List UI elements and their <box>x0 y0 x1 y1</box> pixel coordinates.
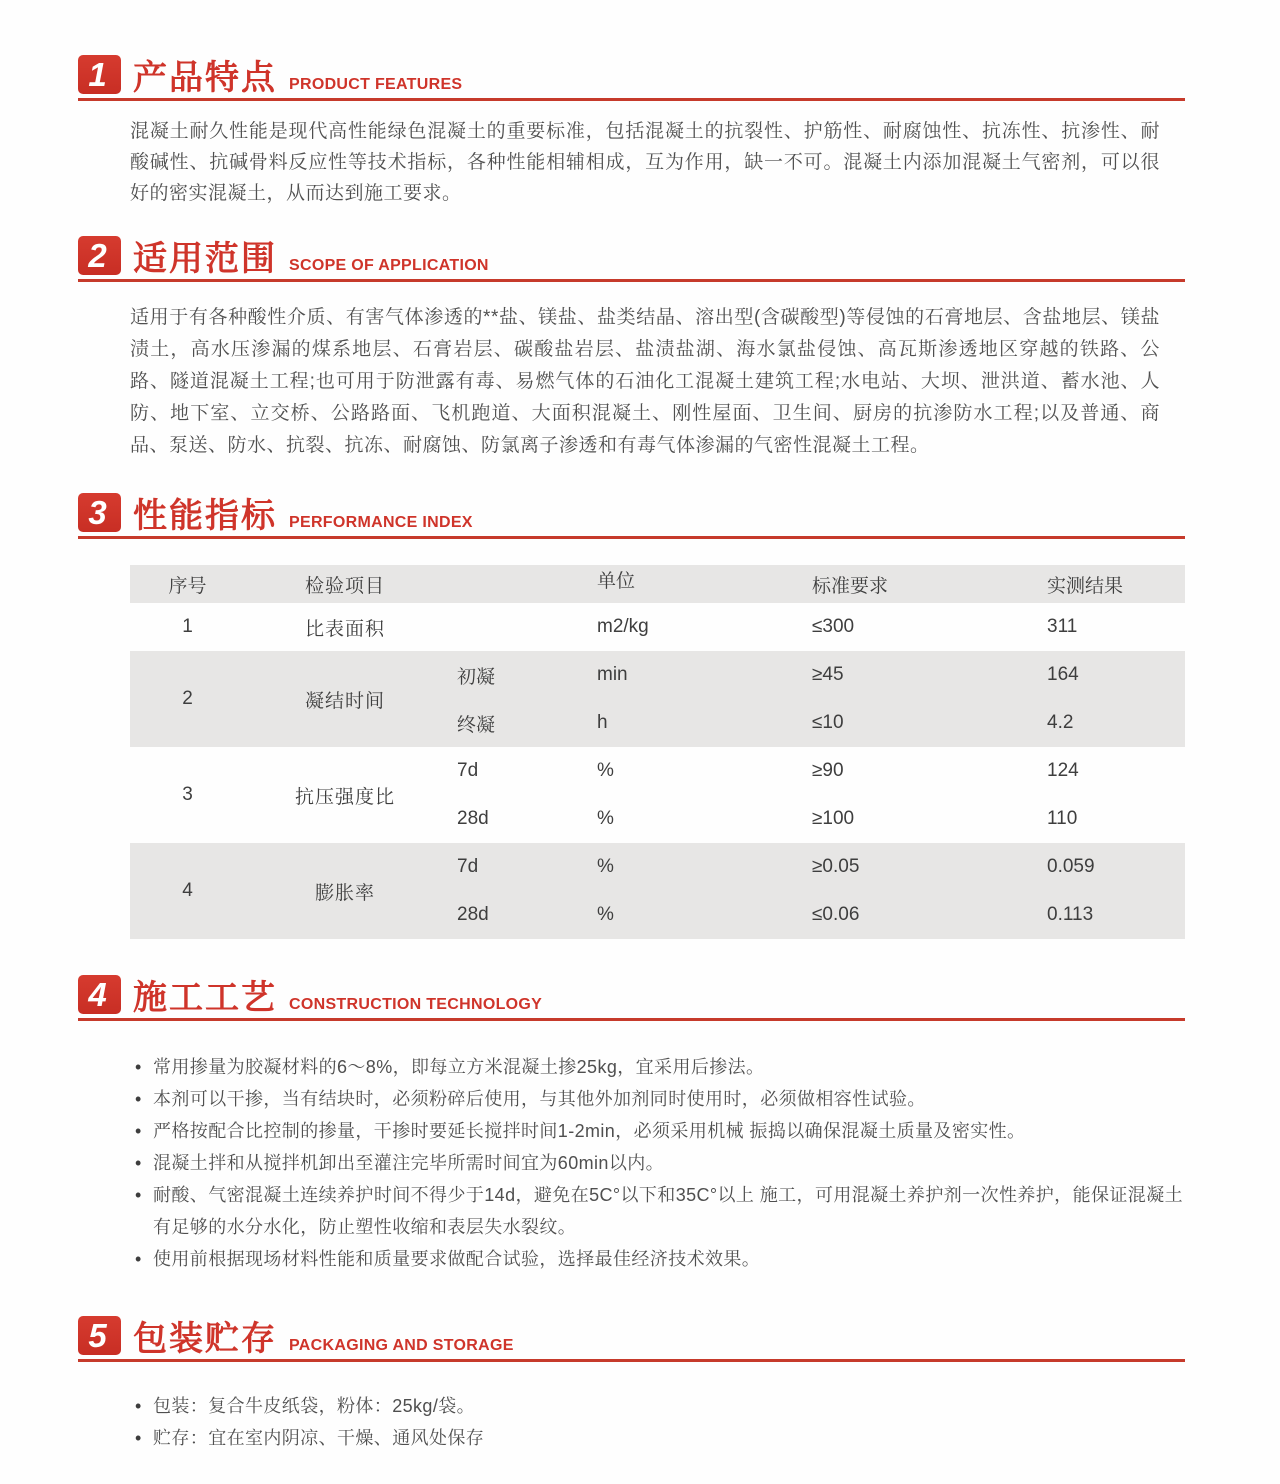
cell-item: 抗压强度比 <box>294 786 395 808</box>
section-number: 1 <box>88 56 107 93</box>
section-number: 4 <box>88 976 107 1013</box>
cell-unit: h <box>597 712 608 733</box>
section-number: 2 <box>88 237 107 274</box>
section-paragraph: 适用于有各种酸性介质、有害气体渗透的**盐、镁盐、盐类结晶、溶出型(含碳酸型)等侵蚀的石膏地层、含盐地层、镁盐渍土，高水压渗漏的煤系地层、石膏岩层、碳酸盐岩层、盐渍盐湖、海水氯盐侵蚀、高瓦斯渗透地区穿越的铁路、公路、隧道混凝土工程;也可用于防泄露有毒、易燃气体的石油化工混凝土建筑工程;水电站、大坝、泄洪道、蓄水池、人防、地下室、立交桥、公路路面、飞机跑道、大面积混凝土、刚性屋面、卫生间、厨房的抗渗防水工程;以及普通、商品、泵送、防水、抗裂、抗冻、耐腐蚀、防氯离子渗透和有毒气体渗漏的气密性混凝土工程。 <box>130 307 1160 456</box>
section-title-cn: 适用范围 <box>133 240 277 278</box>
table-row <box>130 603 1185 651</box>
packaging-bullet-list <box>133 1390 1183 1454</box>
cell-standard: ≥90 <box>812 760 844 781</box>
section-construction-technology <box>0 975 1280 1275</box>
section-title-en: PERFORMANCE INDEX <box>289 514 473 531</box>
section-title-en: PRODUCT FEATURES <box>289 76 463 93</box>
section-title-cn: 包装贮存 <box>133 1320 277 1358</box>
section-header <box>78 55 1185 101</box>
section-title-cn: 性能指标 <box>133 497 277 535</box>
cell-no: 3 <box>182 784 193 805</box>
section-number-badge <box>78 975 121 1014</box>
header-cell-item: 检验项目 <box>304 575 385 597</box>
cell-standard: ≤0.06 <box>812 904 860 925</box>
cell-result: 110 <box>1047 808 1078 829</box>
cell-unit: m2/kg <box>597 616 649 637</box>
section-paragraph: 混凝土耐久性能是现代高性能绿色混凝土的重要标准，包括混凝土的抗裂性、护筋性、耐腐蚀性、抗冻性、抗渗性、耐酸碱性、抗碱骨料反应性等技术指标，各种性能相辅相成，互为作用，缺一不可。混凝土内添加混凝土气密剂，可以很好的密实混凝土，从而达到施工要求。 <box>130 121 1160 204</box>
cell-sub: 7d <box>457 856 479 877</box>
bullet-item: • 混凝土拌和从搅拌机卸出至灌注完毕所需时间宜为60min以内。 <box>133 1147 1183 1179</box>
cell-item: 比表面积 <box>304 618 385 640</box>
cell-unit: % <box>597 760 614 781</box>
header-cell-unit: 单位 <box>597 570 636 592</box>
cell-result: 311 <box>1047 616 1078 637</box>
cell-no: 1 <box>182 616 193 637</box>
section-number: 5 <box>88 1317 107 1354</box>
cell-standard: ≥0.05 <box>812 856 860 877</box>
performance-table <box>130 565 1185 939</box>
table-row <box>130 651 1185 747</box>
construction-bullet-list <box>133 1051 1183 1275</box>
bullet-item: • 使用前根据现场材料性能和质量要求做配合试验，选择最佳经济技术效果。 <box>133 1243 1183 1275</box>
cell-unit: % <box>597 856 614 877</box>
table-row <box>130 747 1185 843</box>
section-number-badge <box>78 493 121 532</box>
bullet-item: • 常用掺量为胶凝材料的6～8%，即每立方米混凝土掺25kg，宜采用后掺法。 <box>133 1051 1183 1083</box>
section-product-features <box>0 55 1280 209</box>
section-performance-index <box>0 493 1280 939</box>
section-title-cn: 施工工艺 <box>133 979 277 1017</box>
bullet-item: • 严格按配合比控制的掺量，干掺时要延长搅拌时间1-2min，必须采用机械 振捣以确保混凝土质量及密实性。 <box>133 1115 1183 1147</box>
table-header-row <box>130 565 1185 603</box>
bullet-item: • 包装：复合牛皮纸袋，粉体：25kg/袋。 <box>133 1390 1183 1422</box>
header-cell-standard: 标准要求 <box>812 575 889 597</box>
cell-standard: ≥100 <box>812 808 855 829</box>
cell-result: 4.2 <box>1047 712 1074 733</box>
header-cell-result: 实测结果 <box>1047 575 1124 597</box>
cell-standard: ≤10 <box>812 712 844 733</box>
section-title-en: CONSTRUCTION TECHNOLOGY <box>289 996 543 1013</box>
cell-result: 124 <box>1047 760 1079 781</box>
section-title-cn: 产品特点 <box>133 59 277 97</box>
section-header <box>78 975 1185 1021</box>
section-packaging-storage <box>0 1316 1280 1454</box>
cell-result: 164 <box>1047 664 1079 685</box>
bullet-item: • 本剂可以干掺，当有结块时，必须粉碎后使用，与其他外加剂同时使用时，必须做相容性试验。 <box>133 1083 1183 1115</box>
cell-unit: min <box>597 664 628 685</box>
section-number-badge <box>78 1316 121 1355</box>
section-header <box>78 236 1185 282</box>
header-cell-no: 序号 <box>168 575 207 597</box>
cell-no: 2 <box>182 688 193 709</box>
cell-result: 0.113 <box>1047 904 1094 925</box>
cell-item: 膨胀率 <box>314 882 375 904</box>
cell-result: 0.059 <box>1047 856 1095 877</box>
section-number-badge <box>78 55 121 94</box>
cell-sub: 初凝 <box>457 666 496 688</box>
cell-no: 4 <box>182 880 193 901</box>
cell-standard: ≤300 <box>812 616 855 637</box>
cell-sub: 28d <box>457 904 489 925</box>
cell-item: 凝结时间 <box>304 690 385 712</box>
cell-sub: 28d <box>457 808 489 829</box>
section-number-badge <box>78 236 121 275</box>
cell-sub: 7d <box>457 760 479 781</box>
cell-unit: % <box>597 808 614 829</box>
bullet-item: • 耐酸、气密混凝土连续养护时间不得少于14d，避免在5C°以下和35C°以上 施工，可用混凝土养护剂一次性养护，能保证混凝土有足够的水分水化，防止塑性收缩和表层失水裂纹。 <box>133 1179 1183 1243</box>
bullet-item: • 贮存：宜在室内阴凉、干燥、通风处保存 <box>133 1422 1183 1454</box>
section-number: 3 <box>88 494 107 531</box>
cell-sub: 终凝 <box>457 714 496 736</box>
table-row <box>130 843 1185 939</box>
cell-standard: ≥45 <box>812 664 844 685</box>
section-title-en: PACKAGING AND STORAGE <box>289 1337 514 1354</box>
section-header <box>78 493 1185 539</box>
section-scope-of-application <box>0 236 1280 462</box>
section-header <box>78 1316 1185 1362</box>
cell-unit: % <box>597 904 614 925</box>
section-title-en: SCOPE OF APPLICATION <box>289 257 489 274</box>
